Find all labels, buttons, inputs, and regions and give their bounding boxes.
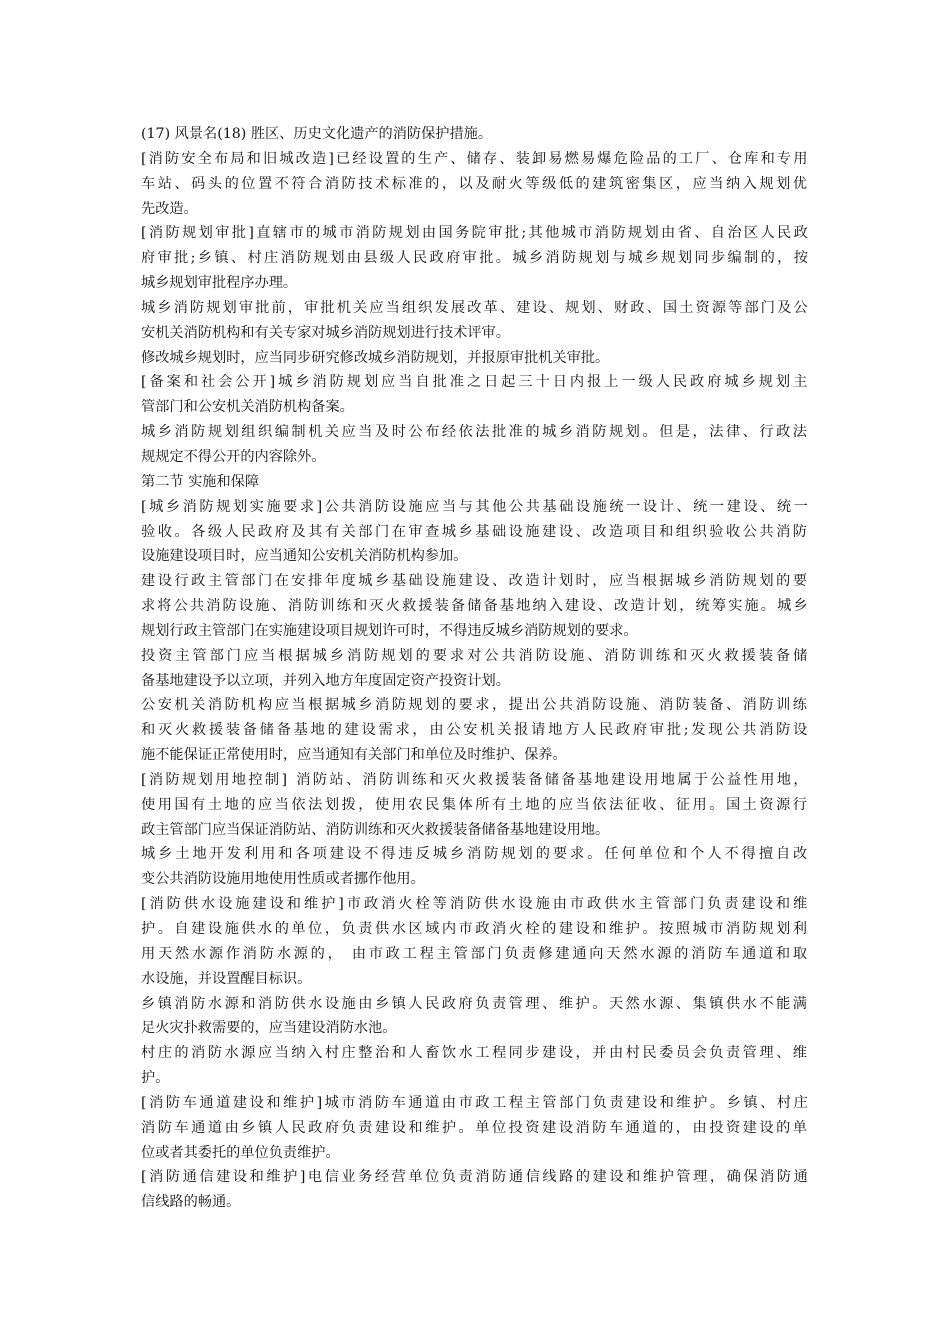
paragraph [141,992,810,1042]
text-line: 安机关消防机构和有关专家对城乡消防规划进行技术评审。 [141,324,510,341]
text-line: 消防车通道由乡镇人民政府负责建设和维护。单位投资建设消防车通道的，由投资建设的单 [141,1119,810,1136]
text-line: 位或者其委托的单位负责维护。 [141,1144,340,1161]
document-body [141,122,810,1215]
text-line: 村庄的消防水源应当纳入村庄整治和人畜饮水工程同步建设，并由村民委员会负责管理、维 [141,1045,810,1062]
text-line: 城乡土地开发利用和各项建设不得违反城乡消防规划的要求。任何单位和个人不得擅自改 [141,846,810,863]
text-line: 规规定不得公开的内容除外。 [141,448,326,465]
text-line: 水设施，并设置醒目标识。 [141,970,312,987]
paragraph [141,569,810,644]
text-line: 第二节 实施和保障 [141,473,260,490]
text-line: 车站、码头的位置不符合消防技术标准的，以及耐火等级低的建筑密集区，应当纳入规划优 [141,175,810,192]
paragraph [141,420,810,470]
paragraph [141,346,810,371]
paragraph [141,1165,810,1215]
text-line: 护。自建设施供水的单位，负责供水区域内市政消火栓的建设和维护。按照城市消防规划利 [141,921,810,937]
text-line: [城乡消防规划实施要求]公共消防设施应当与其他公共基础设施统一设计、统一建设、统一 [141,498,810,515]
text-line: [消防通信建设和维护]电信业务经营单位负责消防通信线路的建设和维护管理，确保消防通 [141,1169,810,1186]
paragraph [141,842,810,892]
paragraph [141,892,810,991]
paragraph [141,147,810,222]
text-line: 设施建设项目时，应当通知公安机关消防机构参加。 [141,548,468,565]
text-line: [消防规划用地控制] 消防站、消防训练和灭火救援装备储备基地建设用地属于公益性用地， [141,771,810,788]
text-line: 公安机关消防机构应当根据城乡消防规划的要求，提出公共消防设施、消防装备、消防训练 [141,697,810,714]
text-line: 信线路的畅通。 [141,1194,241,1211]
text-line: 规划行政主管部门在实施建设项目规划许可时，不得违反城乡消防规划的要求。 [141,622,638,639]
text-line: 护。 [141,1070,170,1087]
text-line: 建设行政主管部门在安排年度城乡基础设施建设、改造计划时，应当根据城乡消防规划的要 [141,573,810,590]
paragraph [141,221,810,296]
text-line: 投资主管部门应当根据城乡消防规划的要求对公共消防设施、消防训练和灭火救援装备储 [141,647,810,664]
paragraph [141,470,810,495]
text-line: 使用国有土地的应当依法划拨，使用农民集体所有土地的应当依法征收、征用。国土资源行 [141,796,810,813]
text-line: 修改城乡规划时，应当同步研究修改城乡消防规划，并报原审批机关审批。 [141,349,610,366]
text-line: 管部门和公安机关消防机构备案。 [141,399,354,416]
paragraph [141,768,810,843]
text-line: 城乡消防规划组织编制机关应当及时公布经依法批准的城乡消防规划。但是，法律、行政法 [141,424,810,441]
text-line: 备基地建设予以立项，并列入地方年度固定资产投资计划。 [141,672,510,689]
text-line: 足火灾扑救需要的，应当建设消防水池。 [141,1020,397,1037]
text-line: (17) 风景名(18) 胜区、历史文化遗产的消防保护措施。 [141,126,493,142]
text-line: 用天然水源作消防水源的， 由市政工程主管部门负责修建通向天然水源的消防车通道和取 [141,945,810,962]
text-line: [备案和社会公开]城乡消防规划应当自批准之日起三十日内报上一级人民政府城乡规划主 [141,374,810,391]
paragraph [141,693,810,768]
text-line: 府审批;乡镇、村庄消防规划由县级人民政府审批。城乡消防规划与城乡规划同步编制的，按 [141,250,810,267]
paragraph [141,495,810,570]
paragraph [141,1041,810,1091]
paragraph [141,644,810,694]
text-line: [消防供水设施建设和维护]市政消火栓等消防供水设施由市政供水主管部门负责建设和维 [141,896,810,913]
text-line: 先改造。 [141,200,198,217]
text-line: 乡镇消防水源和消防供水设施由乡镇人民政府负责管理、维护。天然水源、集镇供水不能满 [141,995,810,1012]
paragraph [141,296,810,346]
text-line: 求将公共消防设施、消防训练和灭火救援装备储备基地纳入建设、改造计划，统筹实施。城乡 [141,598,810,615]
text-line: 城乡规划审批程序办理。 [141,275,298,292]
paragraph [141,1091,810,1166]
text-line: 变公共消防设施用地使用性质或者挪作他用。 [141,871,425,888]
text-line: 施不能保证正常使用时，应当通知有关部门和单位及时维护、保养。 [141,747,567,764]
text-line: [消防安全布局和旧城改造]已经设置的生产、储存、装卸易燃易爆危险品的工厂、仓库和专用 [141,150,810,167]
paragraph [141,370,810,420]
text-line: [消防规划审批]直辖市的城市消防规划由国务院审批;其他城市消防规划由省、自治区人民政 [141,225,810,242]
paragraph [141,122,810,147]
text-line: [消防车通道建设和维护]城市消防车通道由市政工程主管部门负责建设和维护。乡镇、村庄 [141,1094,810,1111]
text-line: 城乡消防规划审批前，审批机关应当组织发展改革、建设、规划、财政、国土资源等部门及公 [141,299,810,316]
text-line: 政主管部门应当保证消防站、消防训练和灭火救援装备储备基地建设用地。 [141,821,610,838]
text-line: 验收。各级人民政府及其有关部门在审查城乡基础设施建设、改造项目和组织验收公共消防 [141,523,810,540]
text-line: 和灭火救援装备储备基地的建设需求，由公安机关报请地方人民政府审批;发现公共消防设 [141,722,810,739]
